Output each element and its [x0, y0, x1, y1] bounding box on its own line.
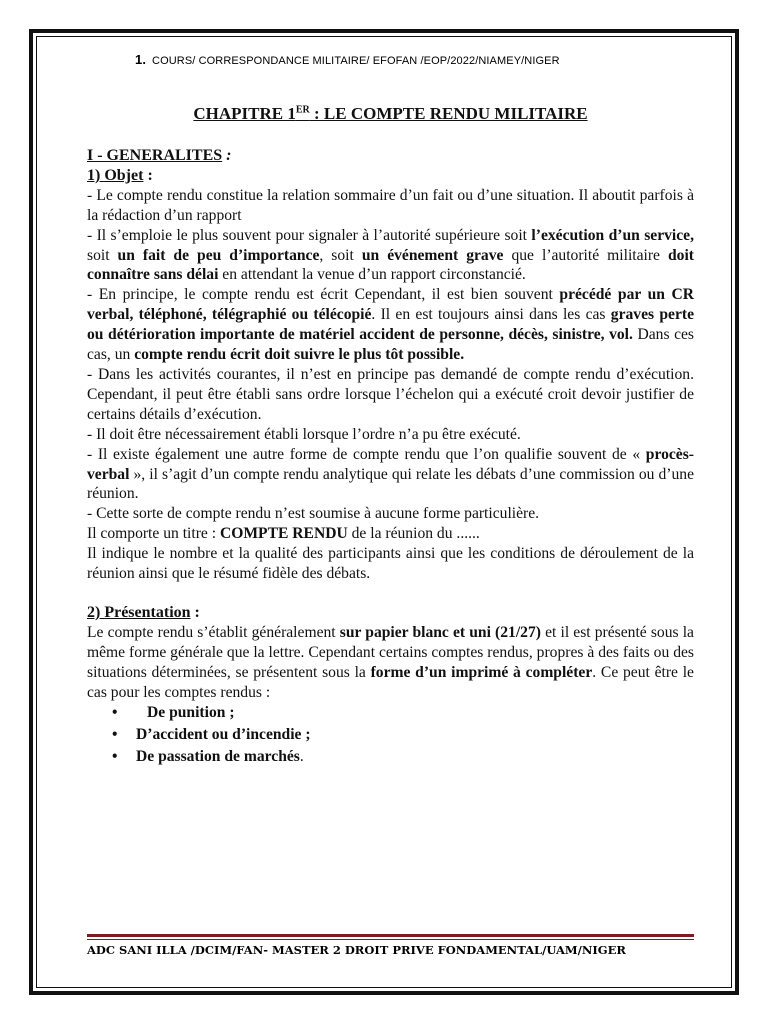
paragraph-usage: - Il s’emploie le plus souvent pour signaler à l’autorité supérieure soit l’exécution d’un service, soit un fait de peu d’importance, soit un événement grave que l’autorité militaire doit connaître sans délai en attendant la venue d’un rapport circonstancié.	[87, 226, 694, 284]
paragraph-presentation: Le compte rendu s’établit généralement sur papier blanc et uni (21/27) et il est présenté sous la même forme générale que la lettre. Cependant certains comptes rendus, propres à des faits ou des situations déterminées, se présentent sous la forme d’un imprimé à compléter. Ce peut être le cas pour les comptes rendus :	[87, 623, 694, 701]
footer-rule	[87, 934, 694, 937]
paragraph-title: Il comporte un titre : COMPTE RENDU de la réunion du ......	[87, 525, 480, 543]
paragraph-no-form: - Cette sorte de compte rendu n’est soumise à aucune forme particulière.	[87, 505, 540, 523]
course-header	[135, 52, 560, 67]
paragraph-participants: Il indique le nombre et la qualité des participants ainsi que les conditions de déroulement de la réunion ainsi que le résumé fidèle des débats.	[87, 545, 694, 583]
list-item: • De passation de marchés.	[87, 746, 694, 768]
report-types-list	[87, 702, 694, 768]
subsection-heading-objet: 1) Objet :	[87, 166, 153, 184]
paragraph-current-activities: - Dans les activités courantes, il n’est en principe pas demandé de compte rendu d’exécution. Cependant, il peut être établi sans ordre lorsque l’échelon qui a exécuté croit devoir justifier de certains détails d’exécution.	[87, 365, 694, 423]
list-item: • D’accident ou d’incendie ;	[87, 724, 694, 746]
footer-author: ADC SANI ILLA /DCIM/FAN- MASTER 2 DROIT PRIVE FONDAMENTAL/UAM/NIGER	[87, 943, 626, 957]
header-text: COURS/ CORRESPONDANCE MILITAIRE/ EFOFAN /EOP/2022/NIAMEY/NIGER	[152, 55, 560, 67]
paragraph-definition: - Le compte rendu constitue la relation sommaire d’un fait ou d’une situation. Il aboutit parfois à la rédaction d’un rapport	[87, 186, 694, 224]
paragraph-principle: - En principe, le compte rendu est écrit Cependant, il est bien souvent précédé par un CR verbal, téléphoné, télégraphié ou télécopié. Il en est toujours ainsi dans les cas graves perte ou détérioration importante de matériel accident de personne, décès, sinistre, vol. Dans ces cas, un compte rendu écrit doit suivre le plus tôt possible.	[87, 286, 694, 364]
subsection-heading-presentation: 2) Présentation :	[87, 603, 200, 621]
paragraph-order-not-executed: - Il doit être nécessairement établi lorsque l’ordre n’a pu être exécuté.	[87, 425, 521, 443]
chapter-title-pre: CHAPITRE 1	[193, 104, 296, 123]
footer-rule-thin	[87, 939, 694, 940]
list-item: • De punition ;	[87, 702, 694, 724]
chapter-title	[87, 104, 694, 124]
chapter-title-sup: ER	[295, 104, 310, 116]
chapter-title-post: : LE COMPTE RENDU MILITAIRE	[309, 104, 588, 123]
paragraph-proces-verbal: - Il existe également une autre forme de compte rendu que l’on qualifie souvent de « procès- verbal », il s’agit d’un compte rendu analytique qui relate les débats d’une commission ou d’une réunion.	[87, 445, 694, 503]
section-heading-generalites: I - GENERALITES :	[87, 147, 232, 164]
header-number: 1.	[135, 52, 147, 67]
document-body	[87, 146, 694, 768]
